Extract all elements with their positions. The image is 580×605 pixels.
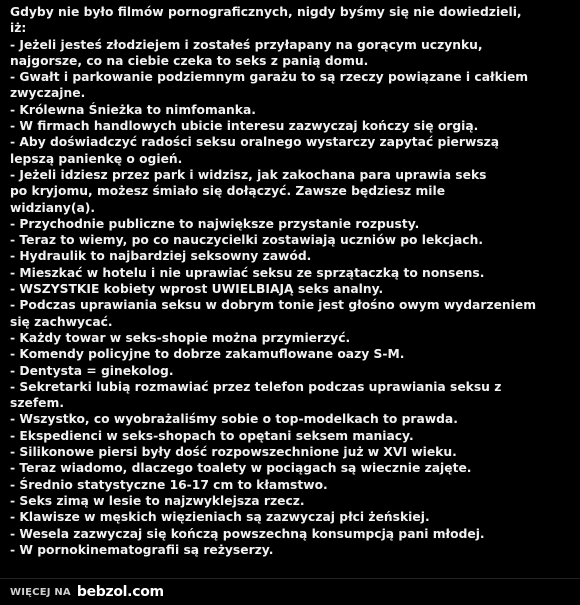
text-line: - Wszystko, co wyobrażaliśmy sobie o top-modelkach to prawda. [10, 412, 458, 427]
text-line: - Gwałt i parkowanie podziemnym garażu to są rzeczy powiązane i całkiem [10, 70, 529, 85]
text-line: - Aby doświadczyć radości seksu oralnego wystarczy zapytać pierwszą [10, 135, 500, 150]
text-line: - Przychodnie publiczne to największe przystanie rozpusty. [10, 216, 420, 231]
text-line: - Seks zimą w lesie to najzwyklejsza rzecz. [10, 493, 305, 508]
text-line: - Mieszkać w hotelu i nie uprawiać seksu ze sprzątaczką to nonsens. [10, 265, 485, 280]
text-line: - Jeżeli idziesz przez park i widzisz, jak zakochana para uprawia seks [10, 167, 487, 182]
text-line: - WSZYSTKIE kobiety wprost UWIELBIAJĄ seks analny. [10, 282, 384, 297]
text-line: - Podczas uprawiania seksu w dobrym tonie jest głośno owym wydarzeniem [10, 298, 537, 313]
text-line: - Teraz wiadomo, dlaczego toalety w pociągach są wiecznie zajęte. [10, 461, 472, 476]
text-line: - Dentysta = ginekolog. [10, 363, 174, 378]
text-line: się zachwycać. [10, 314, 113, 329]
text-line: szefem. [10, 396, 64, 411]
text-line: - Klawisze w męskich więzieniach są zazwyczaj płci żeńskiej. [10, 510, 430, 525]
text-line: - Ekspedienci w seks-shopach to opętani seksem maniacy. [10, 428, 414, 443]
text-line: - Średnio statystyczne 16-17 cm to kłamstwo. [10, 477, 328, 492]
text-line: Gdyby nie było filmów pornograficznych, nigdy byśmy się nie dowiedzieli, [10, 5, 522, 19]
text-line: widziany(a). [10, 200, 96, 215]
text-line: najgorsze, co na ciebie czeka to seks z panią domu. [10, 53, 369, 68]
text-block [10, 4, 570, 558]
text-line: zwyczajne. [10, 86, 86, 101]
text-line: - W pornokinematografii są reżyserzy. [10, 542, 274, 557]
text-line: - Wesela zazwyczaj się kończą powszechną konsumpcją pani młodej. [10, 526, 485, 541]
text-line: - Silikonowe piersi były dość rozpowszechnione już w XVI wieku. [10, 445, 457, 460]
text-line: - Hydraulik to najbardziej seksowny zawód. [10, 249, 312, 264]
text-line: - Teraz to wiemy, po co nauczycielki zostawiają uczniów po lekcjach. [10, 233, 483, 248]
text-line: - Komendy policyjne to dobrze zakamuflowane oazy S-M. [10, 347, 405, 362]
text-line: - Każdy towar w seks-shopie można przymierzyć. [10, 330, 351, 345]
text-line: - W firmach handlowych ubicie interesu zazwyczaj kończy się orgią. [10, 119, 479, 134]
more-at-label: WIĘCEJ NA [10, 586, 71, 598]
text-line: lepszą panienkę o ogień. [10, 151, 183, 166]
watermark-footer [0, 578, 580, 605]
text-line: - Jeżeli jesteś złodziejem i zostałeś przyłapany na gorącym uczynku, [10, 37, 483, 52]
text-line: iż: [10, 21, 27, 36]
site-logo[interactable]: bebzol.com [76, 584, 164, 600]
text-line: - Sekretarki lubią rozmawiać przez telefon podczas uprawiania seksu z [10, 379, 502, 394]
text-line: - Królewna Śnieżka to nimfomanka. [10, 102, 256, 117]
text-line: po kryjomu, możesz śmiało się dołączyć. Zawsze będziesz mile [10, 184, 446, 199]
